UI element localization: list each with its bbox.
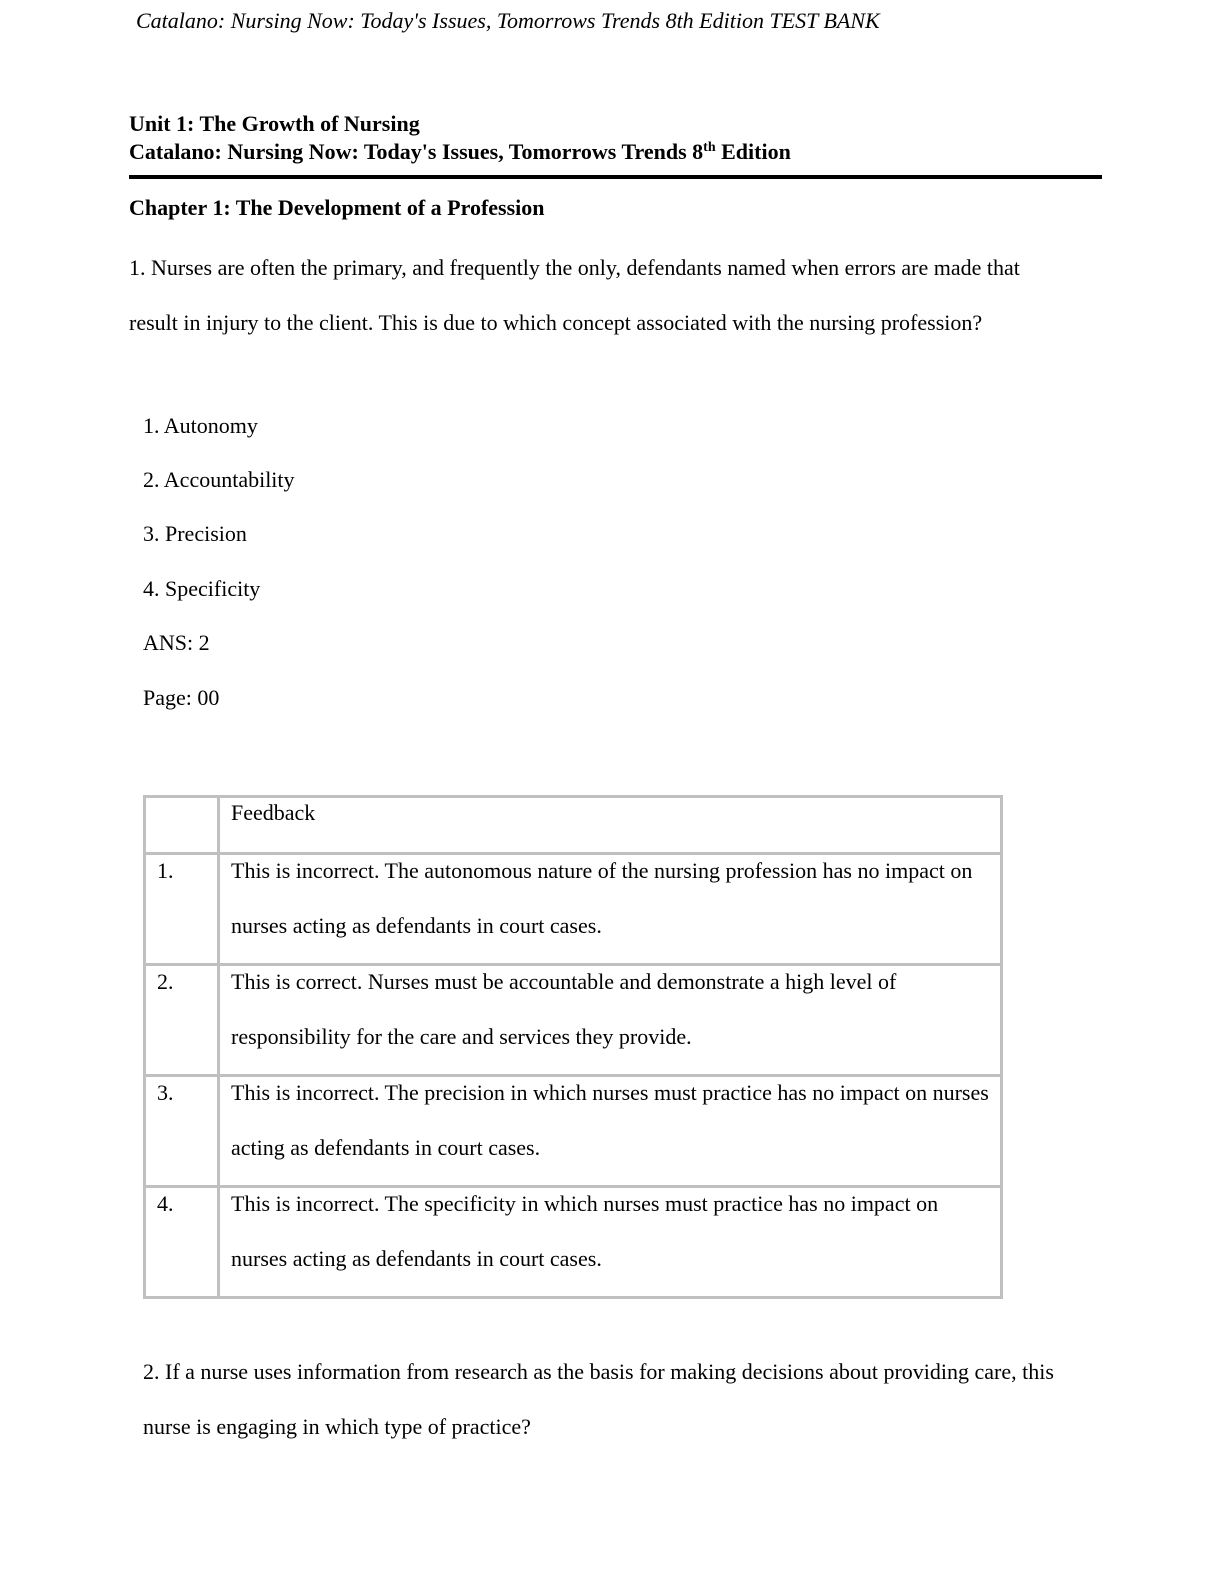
feedback-row	[145, 854, 1002, 965]
feedback-header-label: Feedback	[231, 800, 316, 825]
feedback-table	[143, 795, 1003, 1299]
feedback-row-text-content: This is correct. Nurses must be accountable and demonstrate a high level of responsibility for the care and services they provide.	[231, 969, 897, 1049]
feedback-row-number	[145, 1076, 219, 1187]
feedback-row-text-content: This is incorrect. The specificity in which nurses must practice has no impact on nurses acting as defendants in court cases.	[231, 1191, 939, 1271]
feedback-row-number-text: 4.	[157, 1191, 174, 1216]
question-1-option-1: 1. Autonomy	[143, 413, 258, 438]
question-1-answer: ANS: 2	[143, 630, 210, 655]
book-title-suffix: Edition	[715, 139, 791, 164]
feedback-row-text-content: This is incorrect. The autonomous nature of the nursing profession has no impact on nurses acting as defendants in court cases.	[231, 858, 973, 938]
feedback-row-text	[219, 965, 1002, 1076]
feedback-row-number-text: 1.	[157, 858, 174, 883]
feedback-row-text	[219, 1076, 1002, 1187]
feedback-row	[145, 1076, 1002, 1187]
feedback-row-number-text: 3.	[157, 1080, 174, 1105]
question-1-stem: 1. Nurses are often the primary, and frequently the only, defendants named when errors are made that result in injury to the client. This is due to which concept associated with the nursing profession?	[129, 255, 1020, 335]
feedback-row-number-text: 2.	[157, 969, 174, 994]
question-2-stem: 2. If a nurse uses information from research as the basis for making decisions about providing care, this nurse is engaging in which type of practice?	[143, 1359, 1054, 1439]
feedback-row	[145, 965, 1002, 1076]
title-divider	[129, 175, 1102, 179]
question-1-page: Page: 00	[143, 685, 220, 710]
chapter-title: Chapter 1: The Development of a Profession	[129, 195, 545, 220]
feedback-row-text-content: This is incorrect. The precision in which nurses must practice has no impact on nurses acting as defendants in court cases.	[231, 1080, 989, 1160]
feedback-row-number	[145, 854, 219, 965]
book-title-superscript: th	[703, 140, 716, 155]
book-title-main: Catalano: Nursing Now: Today's Issues, Tomorrows Trends 8	[129, 139, 704, 164]
question-1-option-2: 2. Accountability	[143, 467, 295, 492]
feedback-row-number	[145, 965, 219, 1076]
feedback-row-text	[219, 1187, 1002, 1298]
book-title	[129, 139, 791, 165]
question-1-option-3: 3. Precision	[143, 521, 247, 546]
feedback-row-text	[219, 854, 1002, 965]
feedback-row-number	[145, 1187, 219, 1298]
feedback-row	[145, 1187, 1002, 1298]
running-header: Catalano: Nursing Now: Today's Issues, Tomorrows Trends 8th Edition TEST BANK	[136, 8, 880, 33]
unit-title: Unit 1: The Growth of Nursing	[129, 111, 420, 136]
question-1-option-4: 4. Specificity	[143, 576, 261, 601]
